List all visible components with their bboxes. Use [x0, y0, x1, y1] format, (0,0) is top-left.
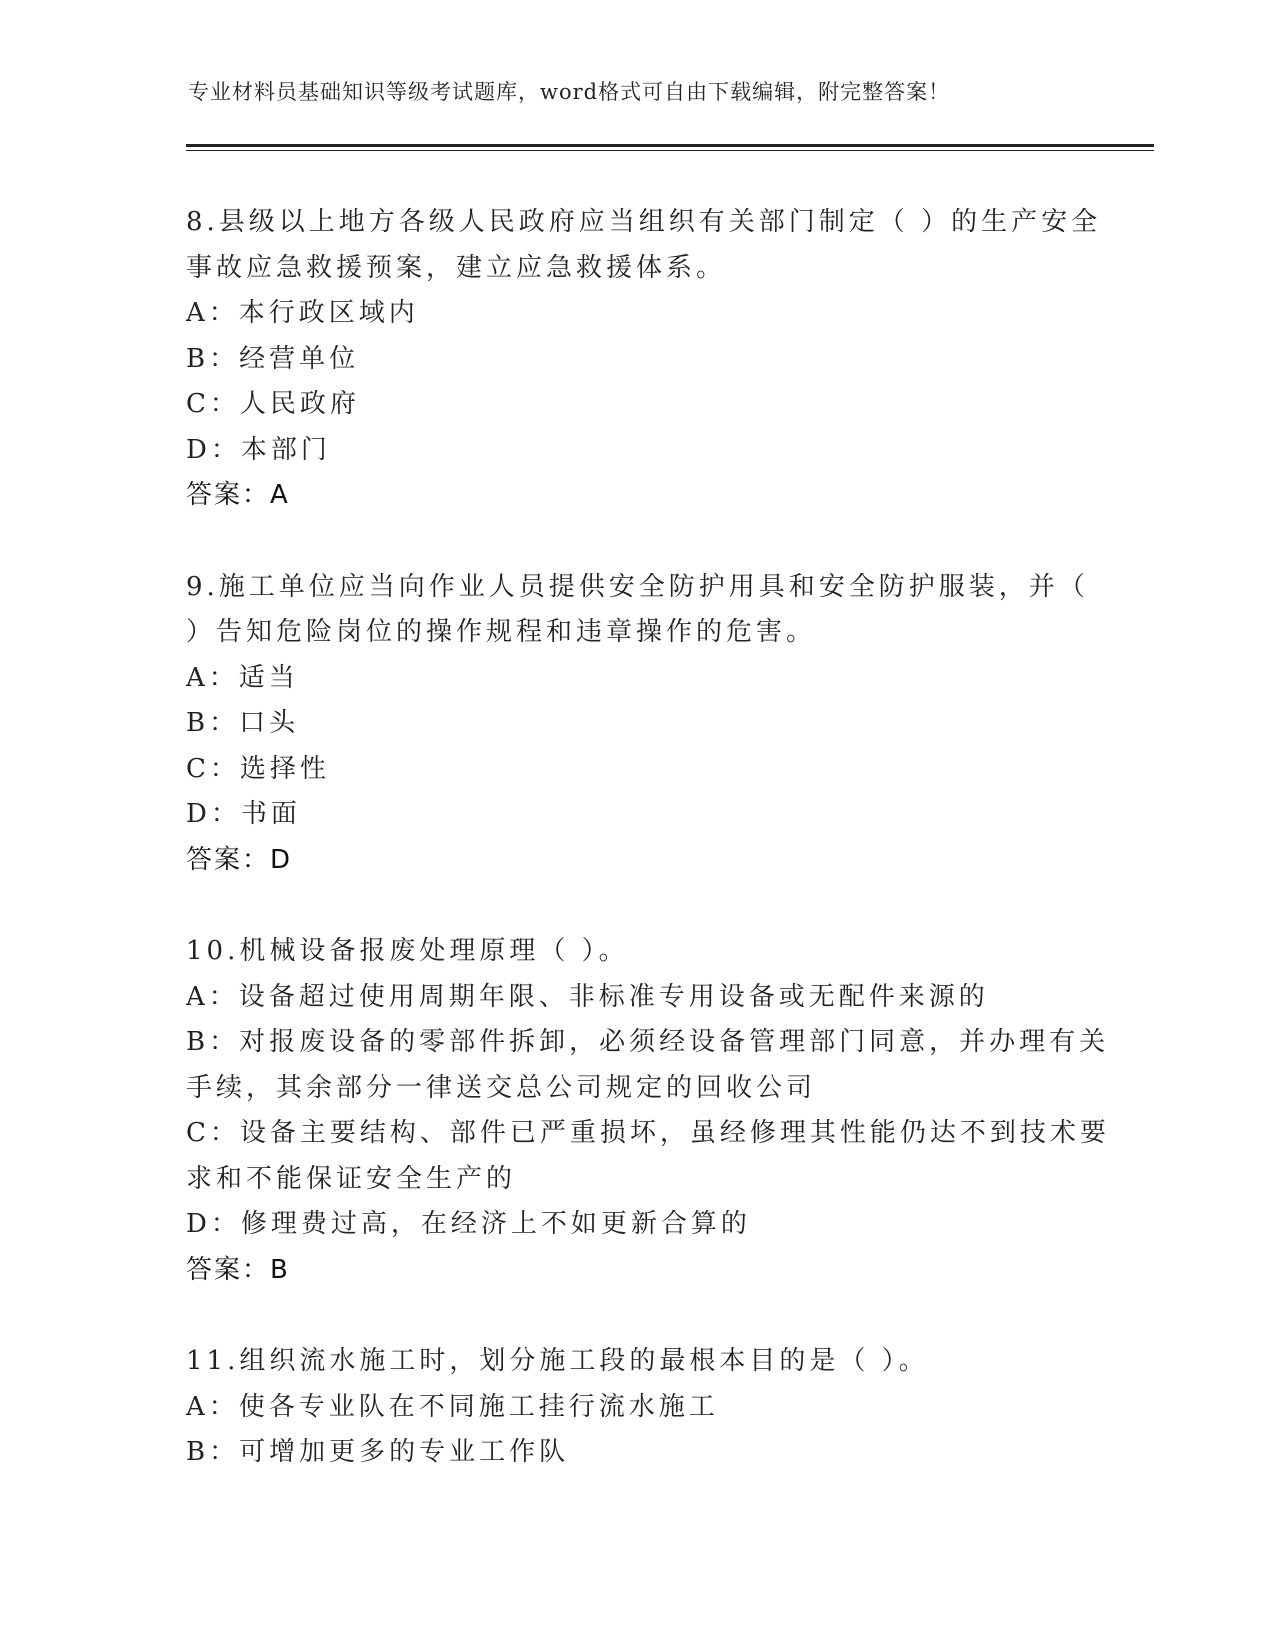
option-b: B：经营单位 — [186, 343, 360, 374]
question-9 — [186, 565, 1089, 884]
answer-label: 答案：B — [186, 1254, 290, 1285]
option-c: C：选择性 — [186, 753, 330, 784]
question-text: ）告知危险岗位的操作规程和违章操作的危害。 — [186, 617, 817, 647]
option-b: B：口头 — [186, 708, 300, 738]
question-text: 10.机械设备报废处理原理（ ）。 — [186, 936, 629, 966]
question-text: 9.施工单位应当向作业人员提供安全防护用具和安全防护服装，并（ — [186, 571, 1089, 602]
option-d: D：修理费过高，在经济上不如更新合算的 — [186, 1209, 751, 1239]
question-11 — [186, 1339, 1086, 1476]
option-b: B：可增加更多的专业工作队 — [186, 1437, 570, 1467]
answer-label: 答案：D — [186, 844, 293, 875]
option-a: A：本行政区域内 — [186, 298, 419, 328]
question-8 — [186, 200, 1102, 519]
header-divider-thin — [186, 150, 1154, 151]
question-list — [186, 200, 1110, 1522]
option-c: C：设备主要结构、部件已严重损坏，虽经修理其性能仍达不到技术要 — [186, 1118, 1110, 1148]
option-a: A：设备超过使用周期年限、非标准专用设备或无配件来源的 — [186, 981, 989, 1012]
page-header: 专业材料员基础知识等级考试题库，word格式可自由下载编辑，附完整答案！ — [188, 80, 951, 104]
option-c: C：人民政府 — [186, 389, 360, 419]
option-a: A：使各专业队在不同施工挂行流水施工 — [186, 1391, 719, 1422]
option-b: B：对报废设备的零部件拆卸，必须经设备管理部门同意，并办理有关 — [186, 1027, 1110, 1057]
question-text: 8.县级以上地方各级人民政府应当组织有关部门制定（ ）的生产安全 — [186, 207, 1102, 237]
question-text: 11.组织流水施工时，划分施工段的最根本目的是（ ）。 — [186, 1346, 929, 1376]
answer-label: 答案：A — [186, 480, 290, 510]
question-text: 事故应急救援预案，建立应急救援体系。 — [186, 252, 727, 283]
option-b-continued: 手续，其余部分一律送交总公司规定的回收公司 — [186, 1072, 817, 1103]
option-d: D：本部门 — [186, 434, 331, 465]
option-a: A：适当 — [186, 662, 299, 693]
option-d: D：书面 — [186, 799, 301, 829]
option-c-continued: 求和不能保证安全生产的 — [186, 1163, 517, 1194]
question-10 — [186, 929, 1110, 1293]
header-divider-thick — [186, 144, 1154, 147]
